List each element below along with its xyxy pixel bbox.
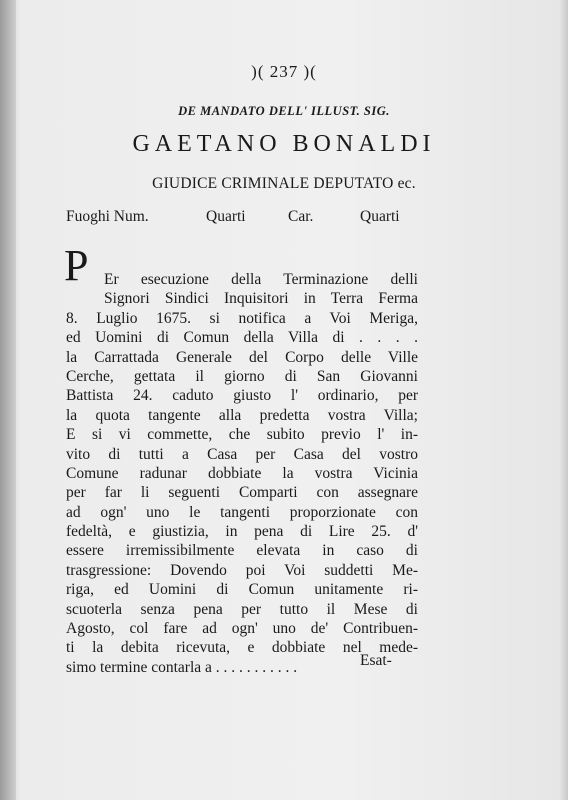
- body-line: fedeltà, e giustizia, in pena di Lire 25. d': [66, 523, 418, 541]
- page-number: )( 237 )(: [251, 62, 317, 81]
- body-line: Agosto, col fare ad ogn' uno de' Contribuen-: [66, 620, 418, 638]
- body-line: E si vi commette, che subito previo l' in-: [66, 426, 418, 444]
- mandate-heading: DE MANDATO DELL' ILLUST. SIG.: [178, 104, 390, 118]
- body-line: riga, ed Uomini di Comun unitamente ri-: [66, 581, 418, 599]
- column-headings: [66, 208, 414, 230]
- body-line: Cerche, gettata il giorno di San Giovanni: [66, 367, 418, 385]
- body-line: Er esecuzione della Terminazione delli: [104, 271, 418, 288]
- column-fuoghi: Fuoghi Num.: [66, 208, 149, 225]
- catchword: Esat-: [360, 652, 392, 669]
- drop-cap: P: [64, 241, 89, 290]
- column-car: Car.: [288, 208, 314, 225]
- body-line: Battista 24. caduto giusto l' ordinario, per: [66, 387, 418, 405]
- body-line: la Carrattada Generale del Corpo delle Ville: [66, 348, 418, 366]
- body-line: trasgressione: Dovendo poi Voi suddetti Me-: [66, 561, 418, 579]
- page-edge: [560, 0, 568, 800]
- column-quarti-2: Quarti: [360, 208, 400, 225]
- body-line: scuoterla senza pena per tutto il Mese di: [66, 600, 418, 618]
- body-line: 8. Luglio 1675. si notifica a Voi Meriga,: [66, 309, 418, 327]
- body-line: la quota tangente alla predetta vostra Villa;: [66, 406, 418, 424]
- body-line: ad ogn' uno le tangenti proporzionate con: [66, 503, 418, 521]
- column-quarti-1: Quarti: [206, 208, 246, 225]
- body-line: Comune radunar dobbiate la vostra Vicinia: [66, 464, 418, 482]
- body-line: ti la debita ricevuta, e dobbiate nel mede-: [66, 639, 418, 657]
- body-line: essere irremissibilmente elevata in caso di: [66, 542, 418, 560]
- book-spine-shadow: [0, 0, 16, 800]
- body-line: Signori Sindici Inquisitori in Terra Ferma: [104, 290, 418, 308]
- body-line: per far li seguenti Comparti con assegnare: [66, 484, 418, 502]
- notice-body: [64, 241, 418, 677]
- official-title: GIUDICE CRIMINALE DEPUTATO ec.: [152, 175, 416, 192]
- body-line: simo termine contarla a . . . . . . . . . . .: [66, 658, 298, 676]
- body-lines: [66, 270, 418, 677]
- official-name: GAETANO BONALDI: [132, 131, 436, 157]
- body-line: vito di tutti a Casa per Casa del vostro: [66, 445, 418, 463]
- body-line: ed Uomini di Comun della Villa di . . . .: [66, 329, 418, 347]
